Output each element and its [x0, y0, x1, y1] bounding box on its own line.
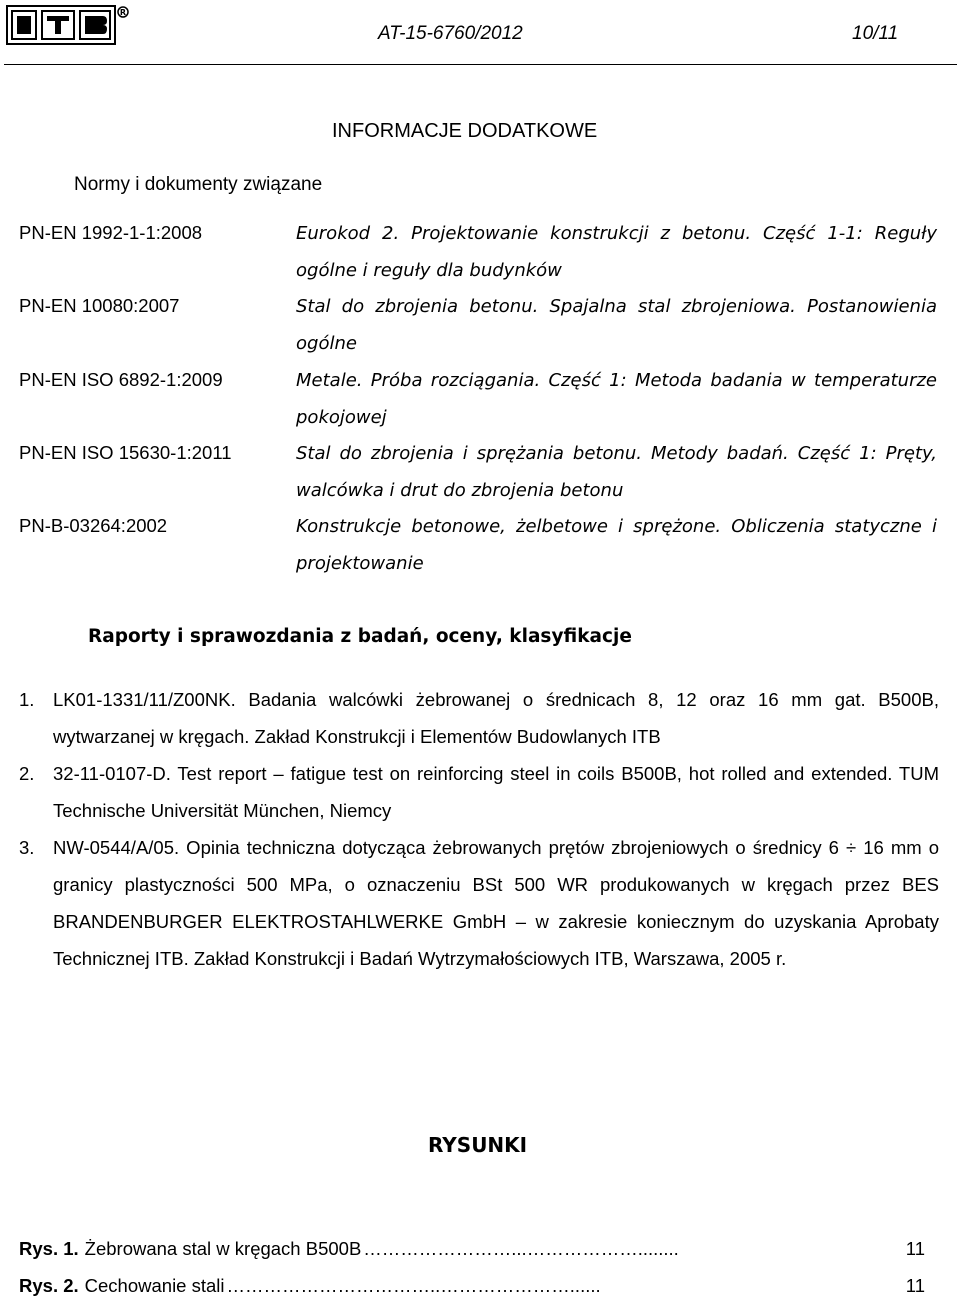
norm-title: Metale. Próba rozciągania. Część 1: Metoda badania w temperaturze pokojowej — [296, 370, 937, 428]
report-number: 1. — [19, 689, 35, 710]
norm-code: PN-EN 1992-1-1:2008 — [19, 222, 203, 243]
norms-heading: Normy i dokumenty związane — [74, 174, 323, 195]
section-title: INFORMACJE DODATKOWE — [332, 120, 598, 142]
figure-entry — [19, 1275, 925, 1301]
report-number: 3. — [19, 837, 35, 858]
page-number: 10/11 — [852, 23, 899, 44]
itb-logo — [6, 4, 130, 46]
norm-code: PN-EN ISO 15630-1:2011 — [19, 442, 232, 463]
report-text: 32-11-0107-D. Test report – fatigue test on reinforcing steel in coils B500B, hot rolled and extended. TUM Technische Universität München, Niemcy — [53, 763, 939, 821]
figure-title: Żebrowana stal w kręgach B500B — [84, 1238, 362, 1259]
norm-title: Stal do zbrojenia betonu. Spajalna stal zbrojeniowa. Postanowienia ogólne — [296, 296, 937, 354]
norm-code: PN-EN ISO 6892-1:2009 — [19, 369, 223, 390]
norm-title: Eurokod 2. Projektowanie konstrukcji z betonu. Część 1-1: Reguły ogólne i reguły dla budynków — [296, 223, 937, 281]
norm-code: PN-EN 10080:2007 — [19, 295, 180, 316]
figure-page: 11 — [905, 1275, 925, 1296]
header-divider — [4, 64, 957, 65]
report-text: NW-0544/A/05. Opinia techniczna dotycząca żebrowanych prętów zbrojeniowych o średnicy 6 ÷ 16 mm o granicy plastyczności 500 MPa, o oznaczeniu BSt 500 WR produkowanych w kręgach przez BES BRANDENBURGER ELEKTROSTAHLWERKE GmbH – w zakresie koniecznym do uzyskania Aprobaty Technicznej ITB. Zakład Konstrukcji i Badań Wytrzymałościowych ITB, Warszawa, 2005 r. — [53, 837, 939, 969]
figure-label: Rys. 1. — [19, 1238, 79, 1259]
figure-label: Rys. 2. — [19, 1275, 79, 1296]
figures-heading: RYSUNKI — [428, 1133, 528, 1157]
document-id: AT-15-6760/2012 — [378, 23, 523, 44]
figure-leader: ……………………...………………........ — [363, 1238, 679, 1259]
svg-text:R: R — [119, 8, 127, 17]
norm-code: PN-B-03264:2002 — [19, 515, 168, 536]
reports-heading: Raporty i sprawozdania z badań, oceny, klasyfikacje — [88, 626, 632, 647]
figure-title: Cechowanie stali — [84, 1275, 225, 1296]
report-text: LK01-1331/11/Z00NK. Badania walcówki żebrowanej o średnicach 8, 12 oraz 16 mm gat. B500B, wytwarzanej w kręgach. Zakład Konstrukcji i Elementów Budowlanych ITB — [53, 689, 939, 747]
norm-title: Konstrukcje betonowe, żelbetowe i sprężone. Obliczenia statyczne i projektowanie — [296, 516, 937, 574]
figure-entry — [19, 1238, 925, 1264]
figure-page: 11 — [905, 1238, 925, 1259]
norm-title: Stal do zbrojenia i sprężania betonu. Metody badań. Część 1: Pręty, walcówka i drut do zbrojenia betonu — [296, 443, 937, 501]
report-number: 2. — [19, 763, 35, 784]
figure-leader: ……………………………..…………………...... — [226, 1275, 601, 1296]
